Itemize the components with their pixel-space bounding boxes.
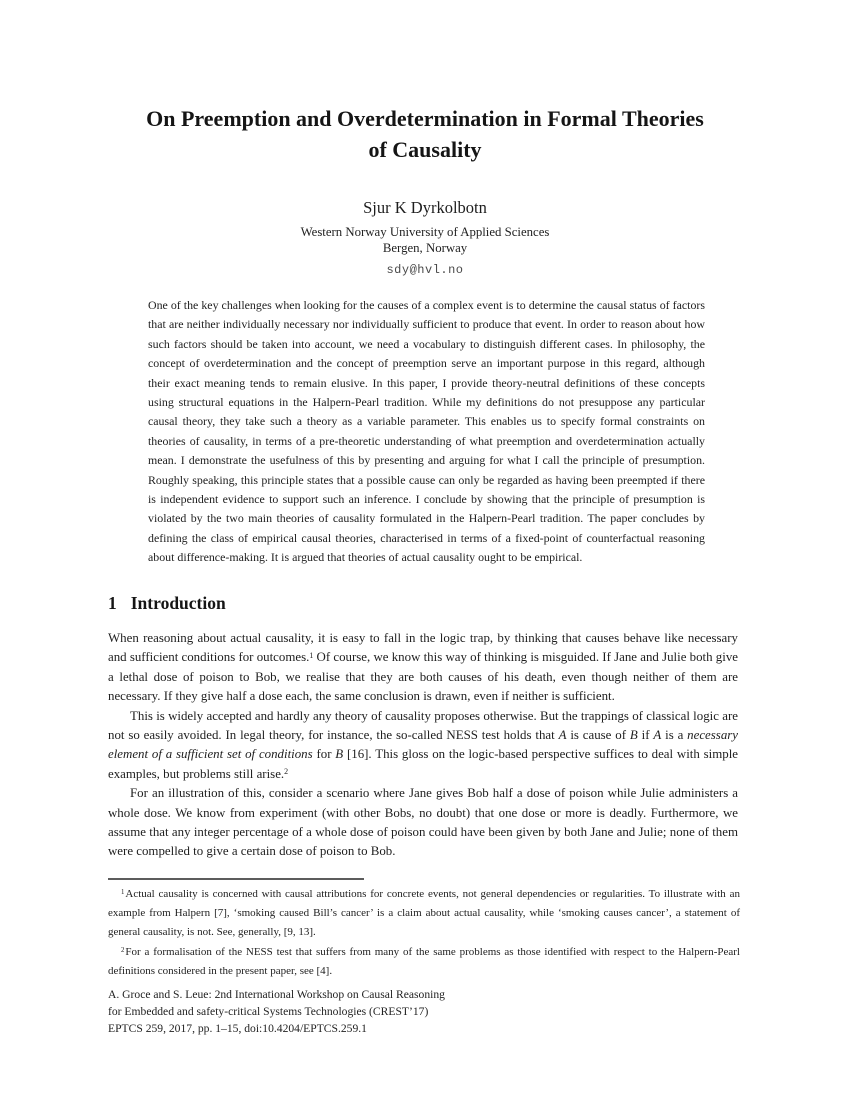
author-name: Sjur K Dyrkolbotn — [363, 198, 487, 217]
text-line: EPTCS 259, 2017, pp. 1–15, doi:10.4204/EPTCS.259.1 — [108, 1022, 367, 1035]
author-block — [0, 198, 850, 277]
text-line: On Preemption and Overdetermination in Formal Theories — [146, 106, 704, 131]
footnotes-section — [108, 878, 740, 981]
footnote-marker: 1 — [121, 888, 125, 896]
affiliation — [0, 225, 850, 256]
page-title — [0, 103, 850, 165]
text-line: A. Groce and S. Leue: 2nd International Workshop on Causal Reasoning — [108, 988, 445, 1001]
footnotes-list — [108, 885, 740, 981]
affiliation-institution: Western Norway University of Applied Sciences — [300, 225, 550, 239]
section-heading — [108, 593, 226, 614]
paragraph: This is widely accepted and hardly any theory of causality proposes otherwise. But the trappings of classical logic are not so easily avoided. In legal theory, for instance, the so-called NESS test holds that A is cause of B if A is a necessary element of a sufficient set of conditions for B [16]. This gloss on the logic-based perspective suffices to deal with simple examples, but problems still arise.$^2$ — [108, 708, 738, 781]
abstract-text: One of the key challenges when looking for the causes of a complex event is to determine the causal status of factors that are neither individually necessary nor individually sufficient to produce that event. In order to reason about how such factors should be taken into account, we need a vocabulary to distinguish different cases. In philosophy, the concept of overdetermination and the concept of preemption serve an important purpose in this regard, although their exact meaning tends to remain elusive. In this paper, I provide theory-neutral definitions of these concepts using structural equations in the Halpern-Pearl tradition. While my definitions do not presuppose any particular causal theory, they take such a theory as a variable parameter. This enables us to specify formal constraints on theories of causality, in terms of a pre-theoretic understanding of what preemption and overdetermination actually mean. I demonstrate the usefulness of this by presenting and arguing for what I call the principle of presumption. Roughly speaking, this principle states that a possible cause can only be regarded as having been preempted if there is independent evidence to support such an inference. I conclude by showing that the principle of presumption is violated by the two main theories of causality formulated in the Halpern-Pearl tradition. The paper concludes by defining the class of empirical causal theories, characterised in terms of a fixed-point of counterfactual reasoning about difference-making. It is argued that theories of actual causality ought to be empirical. — [148, 298, 705, 565]
affiliation-city: Bergen, Norway — [382, 240, 468, 255]
section-title: Introduction — [130, 593, 226, 613]
footnote: $^2$For a formalisation of the NESS test that suffers from many of the same problems as those identified with respect to the Halpern-Pearl definitions considered in the present paper, see [4]. — [108, 945, 740, 977]
publication-footer — [108, 986, 445, 1037]
footnote-marker: 1 — [309, 650, 314, 660]
paragraph: For an illustration of this, consider a scenario where Jane gives Bob half a dose of poison while Julie administers a whole dose. We know from experiment (with other Bobs, no doubt) that one dose or more is deadly. Furthermore, we assume that any integer percentage of a whole dose of poison could have been given by both Jane and Julie; none of them were compelled to give a certain dose of poison to Bob. — [108, 786, 738, 859]
footnote-marker: 2 — [284, 767, 289, 777]
body-text — [108, 629, 738, 862]
footnote-marker: 2 — [121, 946, 125, 954]
text-line: of Causality — [368, 137, 482, 162]
footnote-rule — [108, 878, 364, 880]
paragraph: When reasoning about actual causality, it is easy to fall in the logic trap, by thinking that causes behave like necessary and sufficient conditions for outcomes.$^1$ Of course, we know this way of thinking is misguided. If Jane and Julie both give a lethal dose of poison to Bob, we realise that they are both causes of his death, even though neither of them are necessary. If they give half a dose each, the same conclusion is drawn, even if neither is sufficient. — [108, 631, 738, 704]
section-number: 1 — [108, 593, 117, 613]
text-line: for Embedded and safety-critical Systems Technologies (CREST’17) — [108, 1005, 429, 1018]
email-address: sdy@hvl.no — [386, 263, 464, 277]
footnote: $^1$Actual causality is concerned with causal attributions for concrete events, not general dependencies or regularities. To illustrate with an example from Halpern [7], ‘smoking caused Bill’s cancer’ is a claim about actual causality, while ‘smoking causes cancer’, a statement of general causality, is not. See, generally, [9, 13]. — [108, 888, 740, 939]
